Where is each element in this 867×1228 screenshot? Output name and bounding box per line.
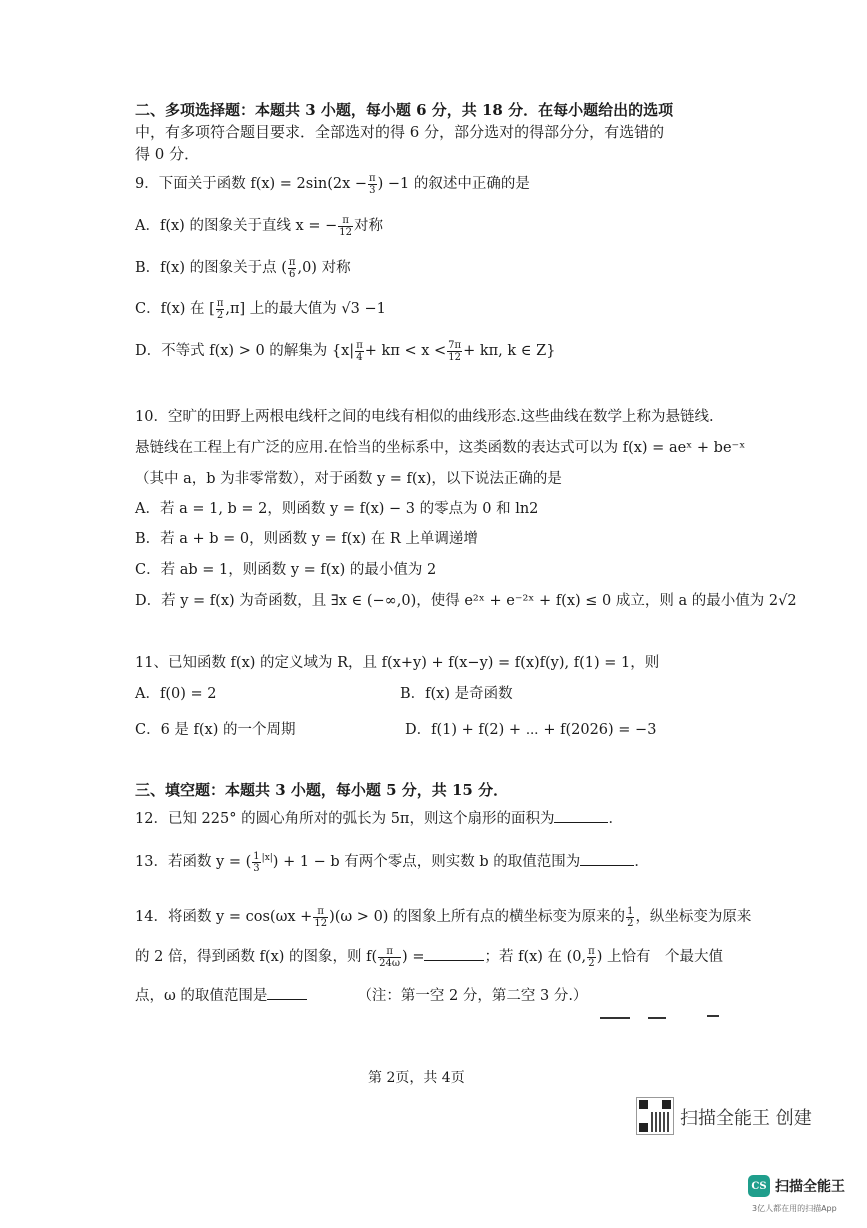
q9-a-fraction	[338, 215, 353, 238]
q9-stem-frac-den: 3	[369, 184, 376, 196]
q9-d-frac1-den: 4	[356, 351, 363, 363]
q14-l2-frac-den: 24ω	[379, 957, 401, 969]
q9-d-frac1-num: π	[356, 339, 363, 351]
q9-d-pre: D．不等式 f(x) > 0 的解集为 {x|	[135, 343, 355, 359]
q14-l2-pre: 的 2 倍，得到函数 f(x) 的图象，则 f(	[135, 949, 378, 965]
q13	[135, 850, 649, 874]
q9-a-frac-num: π	[338, 215, 353, 227]
q9-c-pre: C．f(x) 在 [	[135, 301, 215, 317]
q13-post: ．	[634, 854, 649, 870]
q14-l1-post: ，纵坐标变为原来	[635, 909, 752, 925]
q9-stem-fraction	[368, 173, 377, 196]
q14-l1-fraction-2	[626, 906, 634, 929]
section2-line3: 得 0 分．	[135, 145, 200, 163]
q11-option-d: D．f(1) + f(2) + ⋯ + f(2026) = −3	[405, 722, 657, 738]
q11-option-b: B．f(x) 是奇函数	[400, 686, 513, 702]
q9-option-a	[135, 214, 383, 238]
qr-code-icon	[636, 1097, 674, 1135]
section2-line2: 中，有多项符合题目要求．全部选对的得 6 分，部分选对的得部分分，有选错的	[135, 123, 665, 141]
q14-line1	[135, 905, 751, 929]
q9-option-c	[135, 297, 386, 321]
q14-l1-frac-num: π	[313, 906, 328, 918]
q9-d-frac2-den: 12	[448, 351, 461, 363]
q13-answer-blank	[580, 851, 634, 866]
q9-option-d	[135, 339, 555, 363]
camscanner-logo-text: CS	[751, 1180, 767, 1192]
q14-l1-frac2-num: 1	[627, 905, 634, 917]
scan-artifact-dash	[648, 1017, 666, 1019]
q11-option-a: A．f(0) = 2	[135, 686, 217, 702]
q14-answer-blank-1	[424, 946, 484, 961]
q11-stem: 11、已知函数 f(x) 的定义域为 R，且 f(x+y) + f(x−y) = f(x)f(y), f(1) = 1，则	[135, 655, 660, 671]
q10-line3: （其中 a，b 为非零常数），对于函数 y = f(x)，以下说法正确的是	[135, 471, 562, 487]
q14-l2-mid: ) =	[402, 949, 425, 965]
q14-l2-fraction-2	[587, 946, 596, 969]
section3-heading: 三、填空题：本题共 3 小题，每小题 5 分，共 15 分．	[135, 781, 509, 799]
camscanner-tagline: 3亿人都在用的扫描App	[752, 1204, 837, 1213]
scan-artifact-dash	[600, 1017, 630, 1019]
q11-option-c: C．6 是 f(x) 的一个周期	[135, 722, 296, 738]
q12-answer-blank	[554, 808, 608, 823]
q13-fraction	[252, 851, 260, 874]
q14-l2-frac2-num: π	[588, 945, 595, 957]
q12	[135, 807, 623, 828]
q12-post: ．	[608, 811, 623, 827]
q9-b-frac-num: π	[288, 256, 296, 268]
q13-pre: 13．若函数 y = (	[135, 854, 252, 870]
q9-b-post: ,0) 对称	[297, 260, 351, 276]
q9-a-pre: A．f(x) 的图象关于直线 x = −	[135, 218, 338, 234]
q9-d-post: + kπ, k ∈ Z}	[463, 343, 556, 359]
scan-artifact-dash	[707, 1015, 719, 1017]
q9-c-frac-num: π	[216, 297, 224, 309]
q14-line3	[135, 984, 587, 1005]
q13-exponent: |x|	[261, 853, 273, 864]
q10-option-a: A．若 a = 1, b = 2，则函数 y = f(x) − 3 的零点为 0 和 ln2	[135, 501, 539, 517]
q14-l2-mid2: ；若 f(x) 在 (0,	[484, 949, 587, 965]
q10-option-d: D．若 y = f(x) 为奇函数，且 ∃x ∈ (−∞,0)，使得 e²ˣ + e⁻²ˣ + f(x) ≤ 0 成立，则 a 的最小值为 2√2	[135, 593, 797, 609]
q14-answer-blank-2	[267, 985, 307, 1000]
q9-stem-frac-num: π	[369, 172, 376, 184]
q10-line2: 悬链线在工程上有广泛的应用.在恰当的坐标系中，这类函数的表达式可以为 f(x) = aeˣ + be⁻ˣ	[135, 440, 746, 456]
q12-pre: 12．已知 225° 的圆心角所对的弧长为 5π，则这个扇形的面积为	[135, 811, 555, 827]
q13-frac-den: 3	[253, 862, 260, 874]
q14-l3-pre: 点，ω 的取值范围是	[135, 988, 268, 1004]
q14-l3-note: （注：第一空 2 分，第二空 3 分.）	[357, 988, 588, 1004]
q14-l2-post: ) 上恰有 个最大值	[596, 949, 723, 965]
q9-b-fraction	[288, 257, 297, 280]
q9-a-post: 对称	[353, 218, 383, 234]
camscanner-brand: 扫描全能王	[775, 1179, 845, 1195]
q13-frac-num: 1	[253, 850, 260, 862]
q9-d-mid: + kπ < x <	[364, 343, 447, 359]
q10-line1: 10．空旷的田野上两根电线杆之间的电线有相似的曲线形态.这些曲线在数学上称为悬链线.	[135, 409, 714, 425]
q9-stem-post: ) −1 的叙述中正确的是	[377, 176, 530, 192]
q9-d-frac2-num: 7π	[448, 339, 462, 351]
q9-d-fraction-1	[355, 340, 364, 363]
q13-mid: ) + 1 − b 有两个零点，则实数 b 的取值范围为	[272, 854, 581, 870]
camscanner-logo-icon	[748, 1175, 770, 1197]
q9-b-frac-den: 6	[288, 268, 296, 280]
q9-c-frac-den: 2	[216, 309, 224, 321]
q9-c-fraction	[216, 298, 225, 321]
q9-stem	[135, 172, 530, 196]
q9-c-post: ,π] 上的最大值为 √3 −1	[225, 301, 386, 317]
q9-d-fraction-2	[447, 340, 462, 363]
q14-l2-fraction	[378, 946, 401, 969]
page-number: 第 2页，共 4页	[368, 1070, 465, 1086]
section2-heading: 二、多项选择题：本题共 3 小题，每小题 6 分，共 18 分．在每小题给出的选项	[135, 101, 674, 119]
q14-line2	[135, 945, 723, 969]
q14-l1-pre: 14．将函数 y = cos(ωx +	[135, 909, 313, 925]
q14-l2-frac2-den: 2	[588, 957, 595, 969]
watermark-text: 扫描全能王 创建	[680, 1108, 812, 1129]
q14-l1-frac-den: 12	[314, 917, 328, 929]
q14-l1-frac2-den: 2	[627, 917, 634, 929]
q9-b-pre: B．f(x) 的图象关于点 (	[135, 260, 287, 276]
q9-option-b	[135, 256, 351, 280]
q14-l1-mid: )(ω > 0) 的图象上所有点的横坐标变为原来的	[329, 909, 626, 925]
q9-a-frac-den: 12	[339, 226, 352, 238]
q10-option-c: C．若 ab = 1，则函数 y = f(x) 的最小值为 2	[135, 562, 437, 578]
q10-option-b: B．若 a + b = 0，则函数 y = f(x) 在 R 上单调递增	[135, 531, 478, 547]
q14-l1-fraction	[313, 906, 328, 929]
q9-stem-pre: 9．下面关于函数 f(x) = 2sin(2x −	[135, 176, 368, 192]
q14-l2-frac-num: π	[378, 946, 401, 958]
